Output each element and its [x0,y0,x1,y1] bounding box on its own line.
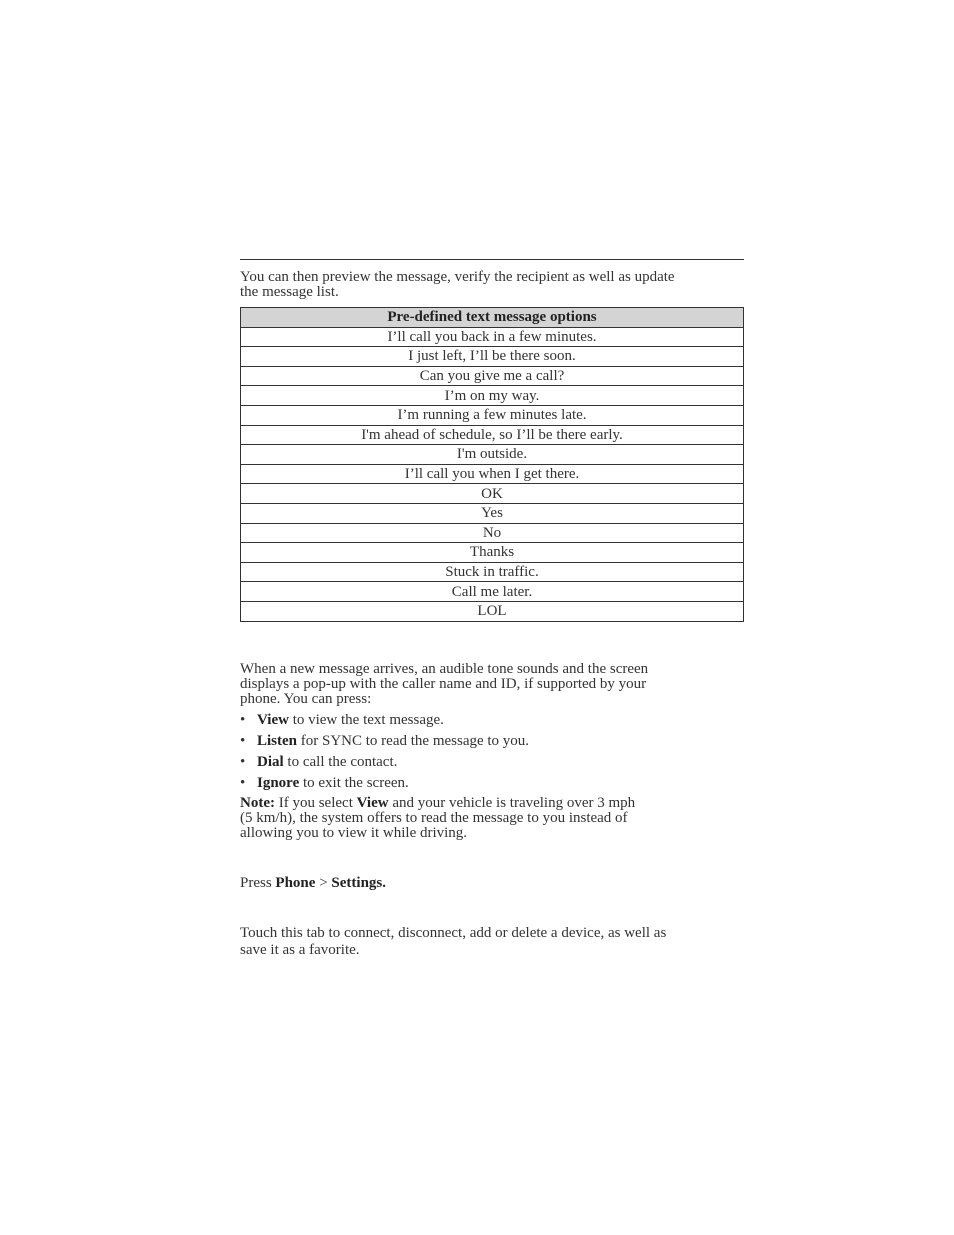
note-term: View [356,795,389,811]
table-row [241,562,744,582]
table-row [241,601,744,621]
table-row [241,405,744,425]
table-cell: LOL [241,601,744,621]
table-row [241,425,744,445]
table-row [241,543,744,563]
table-row [241,327,744,347]
bullet-icon: • [240,775,246,791]
list-item [240,733,744,754]
table-cell: I'm outside. [241,445,744,465]
touch-line-1: Touch this tab to connect, disconnect, add or delete a device, as well as [240,925,667,941]
table-row [241,582,744,602]
table-cell: I’ll call you back in a few minutes. [241,327,744,347]
note-label: Note: [240,795,275,811]
table-row [241,347,744,367]
press-prefix: Press [240,875,276,891]
table-cell: I’m running a few minutes late. [241,405,744,425]
table-cell: No [241,523,744,543]
option-term: Dial [257,754,284,770]
table-cell: OK [241,484,744,504]
table-cell: Can you give me a call? [241,366,744,386]
table-row [241,366,744,386]
press-settings: Settings. [331,875,386,891]
touch-paragraph [240,925,744,959]
option-term: Ignore [257,775,300,791]
option-text: to call the contact. [283,754,398,770]
list-item [240,775,744,796]
table-cell: Yes [241,503,744,523]
arrival-line-3: phone. You can press: [240,691,372,707]
option-text: to exit the screen. [299,775,409,791]
note-paragraph [240,796,744,841]
touch-line-2: save it as a favorite. [240,942,360,958]
bullet-icon: • [240,733,246,749]
table-cell: Call me later. [241,582,744,602]
table-cell: Thanks [241,543,744,563]
note-text-2: and your vehicle is traveling over 3 mph [388,795,636,811]
note-line-2: (5 km/h), the system offers to read the message to you instead of [240,810,628,826]
intro-line-2: the message list. [240,284,339,300]
predefined-messages-table [240,307,744,622]
arrival-paragraph [240,662,744,707]
press-options-list [240,712,744,796]
press-phone: Phone [275,875,316,891]
note-line-3: allowing you to view it while driving. [240,825,468,841]
option-text: to view the text message. [288,712,444,728]
intro-line-1: You can then preview the message, verify the recipient as well as update [240,269,675,285]
bullet-icon: • [240,712,246,728]
option-term: View [257,712,289,728]
intro-paragraph [240,270,744,300]
table-header: Pre-defined text message options [241,308,744,328]
press-line [240,876,744,891]
table-cell: I'm ahead of schedule, so I’ll be there early. [241,425,744,445]
note-text-1: If you select [274,795,357,811]
list-item [240,754,744,775]
table-row [241,445,744,465]
table-row [241,464,744,484]
table-row [241,503,744,523]
option-text: for SYNC to read the message to you. [297,733,530,749]
press-separator: > [315,875,332,891]
table-cell: I’m on my way. [241,386,744,406]
table-cell: I just left, I’ll be there soon. [241,347,744,367]
note-line-1 [240,796,744,811]
table-row [241,484,744,504]
table-row [241,523,744,543]
top-rule [240,259,744,260]
arrival-line-2: displays a pop-up with the caller name and ID, if supported by your [240,676,647,692]
option-term: Listen [257,733,298,749]
table-cell: Stuck in traffic. [241,562,744,582]
table-cell: I’ll call you when I get there. [241,464,744,484]
table-header-row [241,308,744,328]
press-paragraph [240,876,744,891]
bullet-icon: • [240,754,246,770]
arrival-line-1: When a new message arrives, an audible tone sounds and the screen [240,661,649,677]
list-item [240,712,744,733]
table-row [241,386,744,406]
